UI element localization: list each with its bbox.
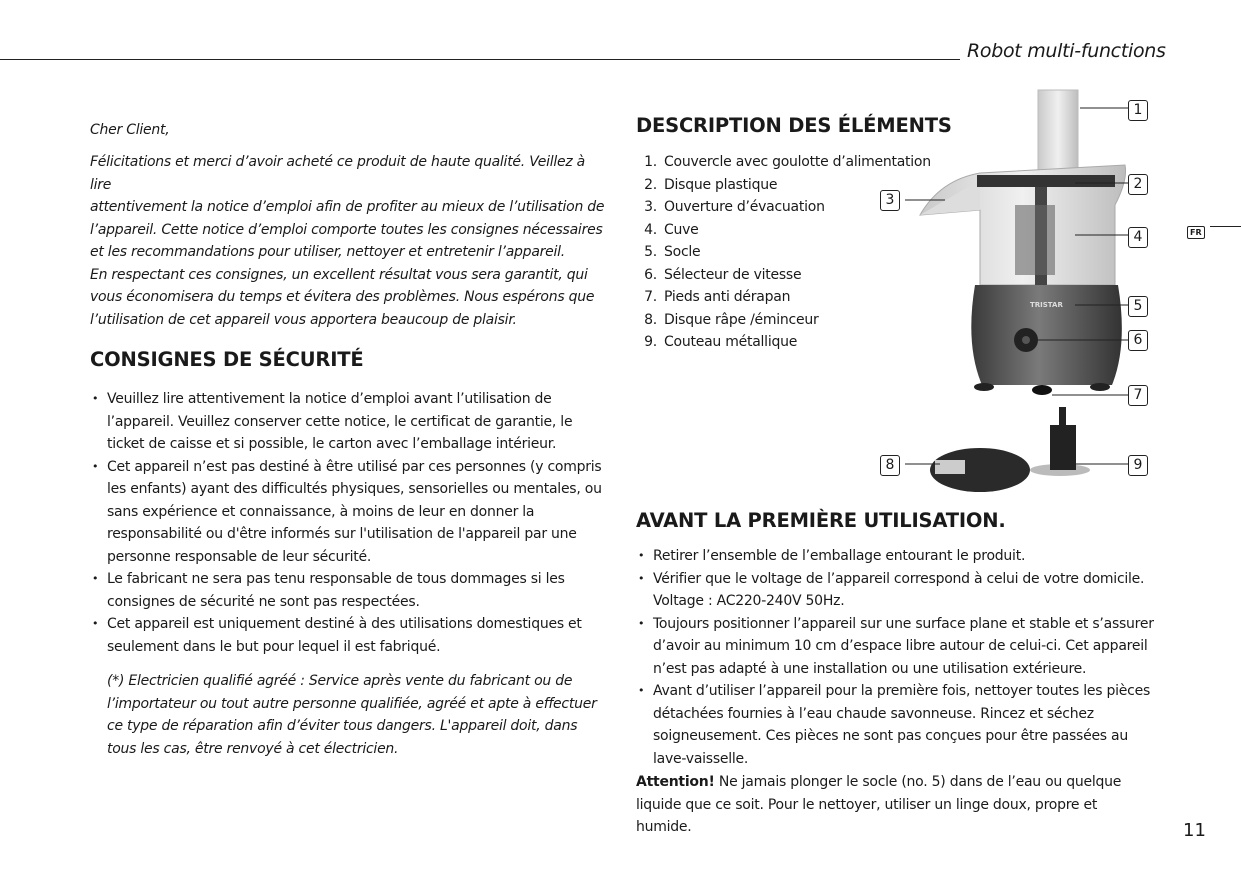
callout-6: 6 [1128, 330, 1148, 351]
callout-5: 5 [1128, 296, 1148, 317]
intro-line: En respectant ces consignes, un excellent résultat vous sera garantit, qui [90, 266, 588, 283]
safety-list [90, 388, 602, 658]
list-item: • Vérifier que le voltage de l’appareil correspond à celui de votre domicile. Voltage : AC220-240V 50Hz. [636, 568, 1156, 613]
callouts [860, 85, 1160, 505]
list-item: • Toujours positionner l’appareil sur une surface plane et stable et s’assurer d’avoir au minimum 10 cm d’espace libre autour de celui-ci. Cet appareil n’est pas adapté à une installation ou une utilisation extérieure. [636, 613, 1156, 681]
list-item: • Cet appareil n’est pas destiné à être utilisé par ces personnes (y compris les enfants) ayant des difficultés physiques, sensorielles ou mentales, ou sans expérience et connaissance, à moins de leur en donner la responsabilité ou d'être informés sur l'utilisation de l'appareil par une personne responsable de leur sécurité. [90, 456, 602, 569]
intro-paragraph [90, 151, 610, 331]
attention-label: Attention! [636, 774, 715, 790]
intro-line: attentivement la notice d’emploi afin de profiter au mieux de l’utilisation de [90, 199, 605, 215]
callout-3: 3 [880, 190, 900, 211]
attention-text: Ne jamais plonger le socle (no. 5) dans de l’eau ou quelque liquide que ce soit. Pour le nettoyer, utiliser un linge doux, propre et humide. [636, 774, 1122, 835]
header-rule [0, 59, 960, 60]
callout-1: 1 [1128, 100, 1148, 121]
salutation: Cher Client, [90, 122, 170, 138]
safety-note: (*) Electricien qualifié agréé : Service après vente du fabricant ou de l’importateur ou tout autre personne qualifiée, agréé et apte à effectuer ce type de réparation afin d’éviter tous dangers. L'appareil doit, dans tous les cas, être renvoyé à cet électricien. [107, 673, 597, 757]
intro-line: Félicitations et merci d’avoir acheté ce produit de haute qualité. Veillez à lire [90, 154, 585, 193]
callout-9: 9 [1128, 455, 1148, 476]
list-item: • Avant d’utiliser l’appareil pour la première fois, nettoyer toutes les pièces détachées fournies à l’eau chaude savonneuse. Rincez et séchez soigneusement. Ces pièces ne sont pas conçues pour être passées au lave-vaisselle. [636, 680, 1156, 770]
callout-8: 8 [880, 455, 900, 476]
intro-line: et les recommandations pour utiliser, nettoyer et entretenir l’appareil. [90, 244, 566, 260]
safety-heading: CONSIGNES DE SÉCURITÉ [90, 348, 364, 371]
callout-2: 2 [1128, 174, 1148, 195]
first-use-list [636, 545, 1156, 770]
page-number: 11 [1183, 820, 1206, 841]
parts-item: 1. Couvercle avec goulotte d’alimentation [644, 154, 931, 170]
brand-logo: TRISTAR [1030, 301, 1063, 309]
parts-item: 8. Disque râpe /éminceur [644, 311, 819, 328]
description-heading: DESCRIPTION DES ÉLÉMENTS [636, 114, 952, 137]
list-item: • Cet appareil est uniquement destiné à des utilisations domestiques et seulement dans le but pour lequel il est fabriqué. [90, 613, 602, 658]
header-title: Robot multi-functions [967, 40, 1166, 62]
intro-line: l’utilisation de cet appareil vous apportera beaucoup de plaisir. [90, 311, 517, 328]
parts-item: 6. Sélecteur de vitesse [644, 266, 802, 283]
parts-item: 7. Pieds anti dérapan [644, 289, 791, 305]
intro-line: vous économisera du temps et évitera des problèmes. Nous espérons que [90, 289, 595, 305]
attention-paragraph [636, 771, 1126, 839]
first-use-heading: AVANT LA PREMIÈRE UTILISATION. [636, 509, 1006, 532]
parts-item: 9. Couteau métallique [644, 334, 798, 350]
intro-line: l’appareil. Cette notice d’emploi comporte toutes les consignes nécessaires [90, 221, 603, 238]
callout-4: 4 [1128, 227, 1148, 248]
language-tab-rule [1210, 226, 1241, 227]
list-item: • Retirer l’ensemble de l’emballage entourant le produit. [636, 545, 1156, 568]
list-item: • Le fabricant ne sera pas tenu responsable de tous dommages si les consignes de sécurité ne sont pas respectées. [90, 568, 602, 613]
callout-7: 7 [1128, 385, 1148, 406]
language-tab: FR [1187, 226, 1205, 239]
parts-item: 5. Socle [644, 244, 701, 260]
parts-item: 3. Ouverture d’évacuation [644, 199, 825, 215]
list-item: • Veuillez lire attentivement la notice d’emploi avant l’utilisation de l’appareil. Veuillez conserver cette notice, le certificat de garantie, le ticket de caisse et si possible, le carton avec l’emballage intérieur. [90, 388, 602, 456]
parts-item: 2. Disque plastique [644, 176, 778, 193]
parts-item: 4. Cuve [644, 221, 699, 238]
